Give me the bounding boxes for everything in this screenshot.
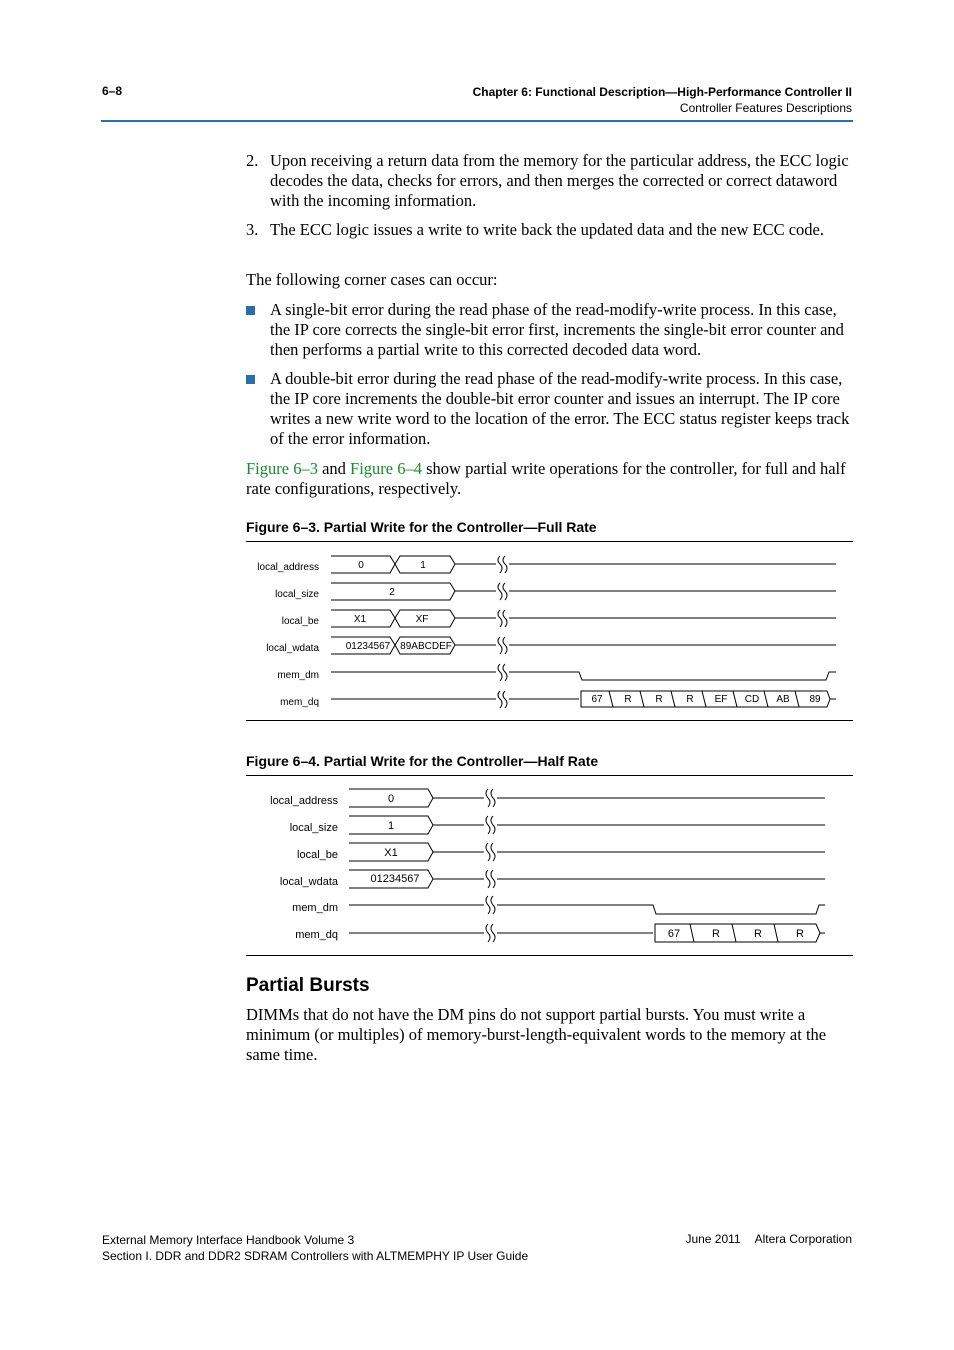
address-value: 1 [420, 560, 426, 571]
figure-6-4-title: Figure 6–4. Partial Write for the Controller—Half Rate [246, 753, 599, 769]
signal-label-local-be: local_be [297, 849, 338, 861]
figure-top-rule [246, 775, 853, 776]
dq-value: R [796, 928, 804, 940]
bullet-text: A double-bit error during the read phase of the read-modify-write process. In this case, the IP core increments the double-bit error counter and issues an interrupt. The IP core writes a new write word to the location of the error. The ECC status register keeps track of the error information. [270, 369, 850, 448]
footer-handbook-title: External Memory Interface Handbook Volume 3 [102, 1233, 355, 1247]
footer-date: June 2011 [685, 1232, 741, 1246]
signal-label-local-address: local_address [270, 795, 338, 807]
mem-dm-waveform [349, 905, 825, 914]
wdata-value: 01234567 [370, 873, 420, 885]
dq-value: R [712, 928, 720, 940]
dq-value: 67 [591, 694, 603, 705]
local-size-waveform [349, 816, 825, 834]
bullet-text: A single-bit error during the read phase of the read-modify-write process. In this case, the IP core corrects the single-bit error first, increments the single-bit error counter and then performs a partial write to this corrected decoded data word. [270, 300, 844, 359]
footer-left [102, 1232, 528, 1264]
be-value: X1 [353, 614, 367, 625]
dq-value: CD [744, 694, 760, 705]
figure-bottom-rule [246, 720, 853, 721]
wdata-value: 01234567 [345, 641, 391, 652]
signal-label-mem-dq: mem_dq [295, 929, 338, 941]
local-address-waveform [331, 556, 836, 573]
item-text: The ECC logic issues a write to write back the updated data and the new ECC code. [270, 220, 824, 239]
dq-value: R [686, 694, 694, 705]
running-header [473, 84, 852, 116]
item-number: 2. [246, 151, 259, 170]
subsection-title: Controller Features Descriptions [679, 101, 852, 115]
footer-right [685, 1232, 852, 1246]
signal-label-mem-dm: mem_dm [277, 670, 319, 681]
signal-label-local-wdata: local_wdata [279, 876, 338, 888]
wdata-value: 89ABCDEF [400, 641, 452, 652]
size-value: 2 [389, 587, 395, 598]
size-value: 1 [387, 820, 395, 832]
figure-6-4-link[interactable]: Figure 6–4 [350, 459, 423, 478]
dq-value: 89 [809, 694, 821, 705]
address-value: 0 [358, 560, 364, 571]
be-value: XF [415, 614, 429, 625]
page-number: 6–8 [102, 84, 123, 98]
bullet-item [246, 300, 852, 360]
chapter-title: Chapter 6: Functional Description—High-Performance Controller II [472, 85, 852, 99]
local-be-waveform [349, 843, 825, 861]
corner-cases-intro: The following corner cases can occur: [246, 270, 498, 289]
mem-dq-bus [581, 691, 836, 707]
numbered-item-3 [246, 220, 852, 240]
text-and: and [317, 459, 351, 478]
figure-reference-paragraph [246, 459, 852, 499]
numbered-item-2 [246, 151, 852, 211]
section-paragraph: DIMMs that do not have the DM pins do not support partial bursts. You must write a minimum (or multiples) of memory-burst-length-equivalent words to the memory at the same time. [246, 1005, 827, 1064]
bullet-square-icon [246, 306, 255, 315]
local-wdata-waveform [349, 870, 825, 888]
signal-label-local-be: local_be [281, 616, 319, 627]
header-rule [101, 120, 853, 122]
item-text: Upon receiving a return data from the memory for the particular address, the ECC logic decodes the data, checks for errors, and then merges the corrected or correct dataword with the incoming information. [270, 151, 849, 210]
signal-label-mem-dq: mem_dq [280, 697, 319, 708]
local-address-waveform [349, 789, 825, 807]
be-value: X1 [384, 847, 398, 859]
dq-value: R [655, 694, 663, 705]
section-heading: Partial Bursts [246, 975, 370, 996]
dq-value: EF [714, 694, 728, 705]
bullet-square-icon [246, 375, 255, 384]
signal-label-local-address: local_address [257, 562, 319, 573]
signal-label-mem-dm: mem_dm [292, 902, 338, 914]
break-marks [498, 556, 507, 708]
figure-bottom-rule [246, 955, 853, 956]
item-number: 3. [246, 220, 259, 239]
figure-6-3-link[interactable]: Figure 6–3 [246, 459, 318, 478]
signal-label-local-size: local_size [289, 822, 338, 834]
mem-dm-waveform [331, 672, 836, 680]
figure-6-3-title: Figure 6–3. Partial Write for the Controller—Full Rate [246, 519, 597, 535]
figure-6-4-timing-diagram [246, 777, 853, 954]
figure-6-3-timing-diagram [246, 543, 853, 720]
dq-value: R [624, 694, 632, 705]
break-marks [486, 789, 495, 942]
text-rest: show partial write operations for the controller, for full and half rate configurations, respectively. [246, 459, 846, 498]
figure-top-rule [246, 541, 853, 542]
dq-value: 67 [667, 928, 681, 940]
dq-value: AB [776, 694, 790, 705]
footer-section-title: Section I. DDR and DDR2 SDRAM Controllers with ALTMEMPHY IP User Guide [102, 1249, 529, 1263]
local-be-waveform [331, 610, 836, 627]
bullet-item [246, 369, 852, 449]
signal-label-local-wdata: local_wdata [266, 643, 319, 654]
dq-value: R [754, 928, 762, 940]
footer-company: Altera Corporation [754, 1232, 852, 1246]
local-size-waveform [331, 583, 836, 600]
signal-label-local-size: local_size [275, 589, 319, 600]
address-value: 0 [387, 793, 395, 805]
